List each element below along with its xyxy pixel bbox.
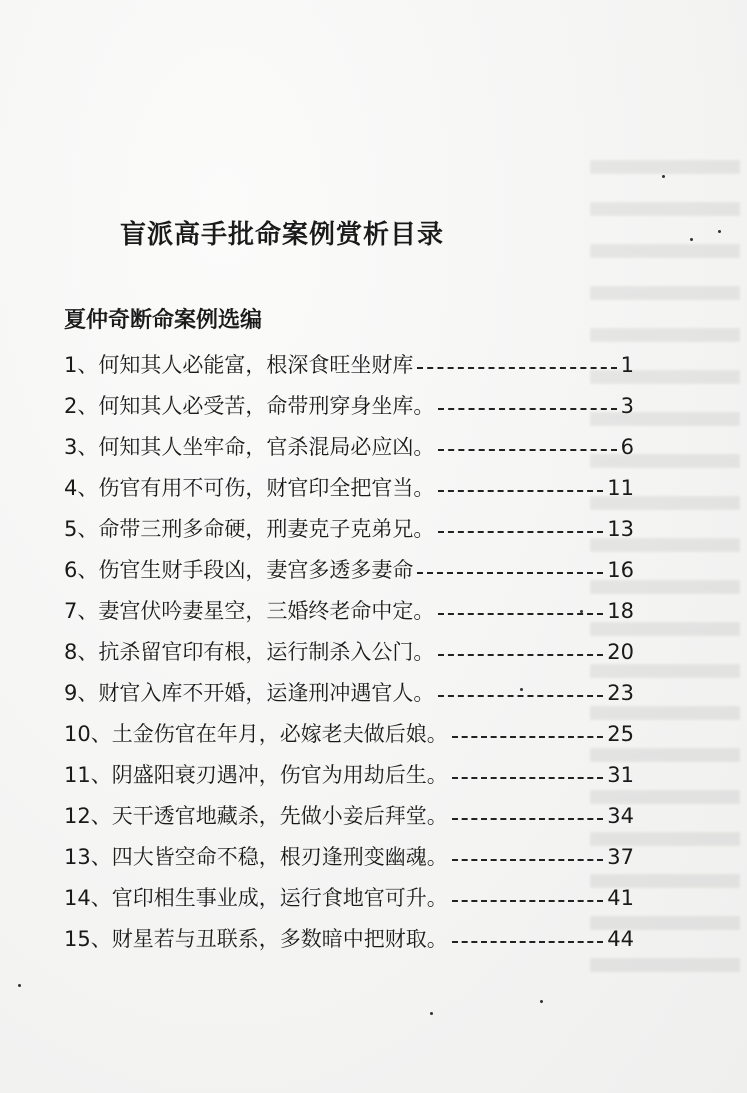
toc-entry [64,468,634,509]
toc-entry [64,755,634,796]
toc-entry-page: 20 [607,640,634,664]
toc-entry-page: 44 [607,927,634,951]
toc-entry-number: 13、 [64,845,112,869]
toc-entry-title: 财官入库不开婚，运逢刑冲遇官人。 [98,681,435,705]
toc-leader-dashes [438,695,603,697]
scan-speck [540,1000,543,1003]
toc-entry [64,837,634,878]
toc-entry-page: 25 [607,722,634,746]
toc-entry-number: 8、 [64,640,99,664]
toc-leader-dashes [417,367,616,369]
toc-leader-dashes [452,736,604,738]
toc-entry-number: 6、 [64,558,99,582]
scan-speck [662,175,665,178]
toc-entry-page: 1 [620,353,634,377]
toc-entry-number: 7、 [64,599,99,623]
table-of-contents [64,345,634,960]
toc-leader-dashes [438,408,616,410]
toc-entry [64,673,634,714]
toc-leader-dashes [417,572,603,574]
toc-entry-title: 伤官有用不可伤，财官印全把官当。 [98,476,435,500]
toc-entry-page: 18 [607,599,634,623]
toc-entry-number: 5、 [64,517,99,541]
toc-leader-dashes [438,490,603,492]
toc-entry [64,509,634,550]
toc-entry-page: 3 [620,394,634,418]
toc-entry-title: 何知其人必受苦，命带刑穿身坐库。 [98,394,435,418]
toc-entry-number: 1、 [64,353,99,377]
toc-entry-number: 10、 [64,722,112,746]
toc-leader-dashes [438,531,603,533]
toc-leader-dashes [452,777,604,779]
scan-speck [580,610,583,613]
toc-entry-page: 6 [620,435,634,459]
toc-entry [64,919,634,960]
toc-entry-title: 伤官生财手段凶，妻宫多透多妻命 [98,558,414,582]
toc-entry-number: 2、 [64,394,99,418]
toc-entry-title: 妻宫伏吟妻星空，三婚终老命中定。 [98,599,435,623]
toc-entry-title: 天干透官地藏杀，先做小妾后拜堂。 [111,804,448,828]
toc-entry-page: 16 [607,558,634,582]
toc-entry-number: 12、 [64,804,112,828]
toc-entry [64,632,634,673]
toc-entry-page: 34 [607,804,634,828]
toc-entry [64,386,634,427]
toc-entry [64,878,634,919]
toc-leader-dashes [452,900,604,902]
page-title: 盲派高手批命案例赏析目录 [120,220,445,250]
scan-speck [430,1012,433,1015]
toc-entry-number: 11、 [64,763,112,787]
toc-entry-title: 官印相生事业成，运行食地官可升。 [111,886,448,910]
toc-entry-page: 37 [607,845,634,869]
toc-leader-dashes [452,859,604,861]
toc-entry-title: 阴盛阳衰刃遇冲，伤官为用劫后生。 [111,763,448,787]
scan-speck [18,984,21,987]
toc-entry [64,345,634,386]
toc-entry-number: 14、 [64,886,112,910]
toc-entry-page: 11 [607,476,634,500]
scan-speck [520,688,523,691]
scan-speck [718,230,721,233]
toc-entry-title: 土金伤官在年月，必嫁老夫做后娘。 [111,722,448,746]
toc-entry-page: 13 [607,517,634,541]
toc-entry-page: 31 [607,763,634,787]
toc-entry [64,550,634,591]
toc-leader-dashes [452,941,604,943]
toc-entry-number: 3、 [64,435,99,459]
toc-entry [64,714,634,755]
toc-entry [64,427,634,468]
toc-entry-title: 四大皆空命不稳，根刃逢刑变幽魂。 [111,845,448,869]
toc-entry [64,591,634,632]
toc-entry-title: 抗杀留官印有根，运行制杀入公门。 [98,640,435,664]
toc-entry-title: 命带三刑多命硬，刑妻克子克弟兄。 [98,517,435,541]
scan-speck [690,238,693,241]
toc-leader-dashes [438,613,603,615]
toc-leader-dashes [438,449,616,451]
toc-entry [64,796,634,837]
toc-entry-page: 41 [607,886,634,910]
toc-entry-page: 23 [607,681,634,705]
toc-leader-dashes [438,654,603,656]
toc-entry-number: 4、 [64,476,99,500]
toc-entry-title: 财星若与丑联系，多数暗中把财取。 [111,927,448,951]
toc-entry-title: 何知其人坐牢命，官杀混局必应凶。 [98,435,435,459]
toc-entry-title: 何知其人必能富，根深食旺坐财库 [98,353,414,377]
section-heading: 夏仲奇断命案例选编 [64,308,263,333]
toc-leader-dashes [452,818,604,820]
toc-entry-number: 9、 [64,681,99,705]
toc-entry-number: 15、 [64,927,112,951]
